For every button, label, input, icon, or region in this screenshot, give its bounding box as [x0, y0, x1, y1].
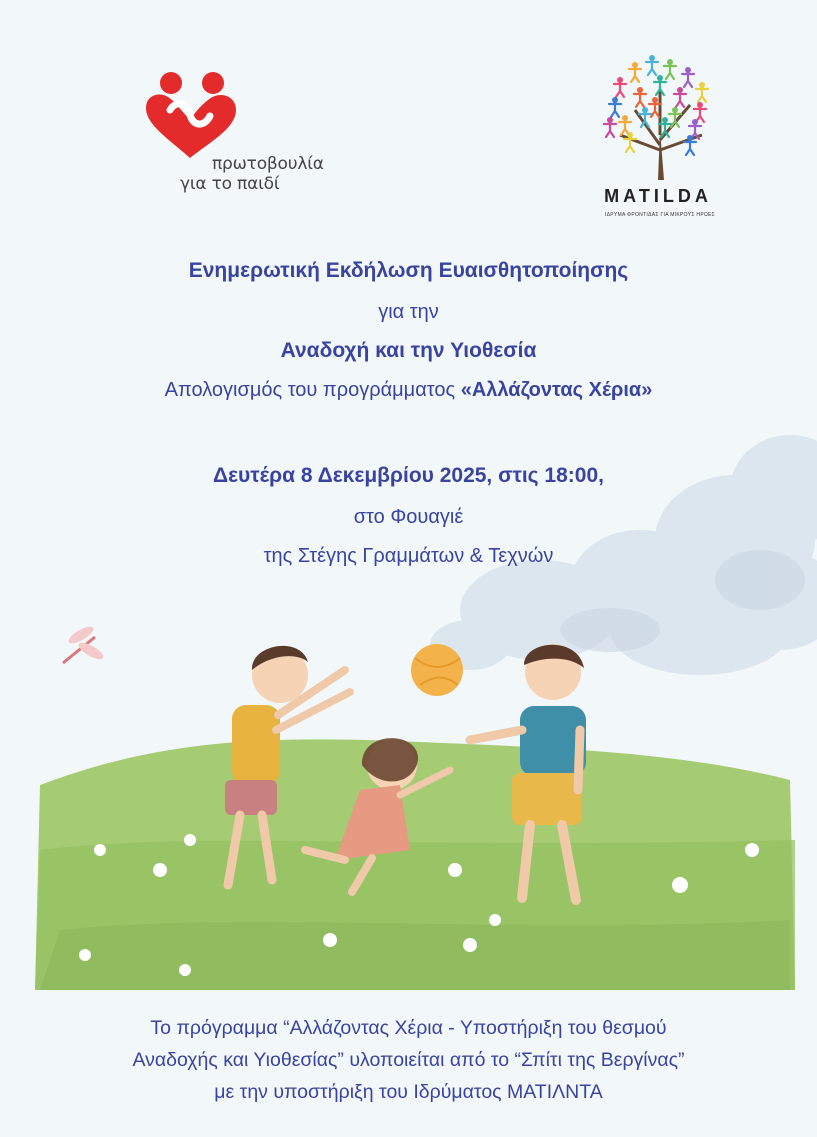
event-venue: της Στέγης Γραμμάτων & Τεχνών [263, 545, 554, 567]
matilda-subtitle: ΙΔΡΥΜΑ ΦΡΟΝΤΙΔΑΣ ΓΙΑ ΜΙΚΡΟΥΣ ΗΡΩΕΣ [604, 212, 716, 218]
logo-protovoulia [140, 70, 380, 200]
org-name-line1: πρωτοβουλία [212, 154, 324, 174]
footer-line3: με την υποστήριξη του Ιδρύματος ΜΑΤΙΛΝΤΑ [214, 1081, 603, 1103]
event-title: Ενημερωτική Εκδήλωση Ευαισθητοποίησης [188, 259, 629, 282]
ball-icon [411, 644, 463, 696]
event-datetime: Δευτέρα 8 Δεκεμβρίου 2025, στις 18:00, [213, 464, 604, 487]
tree-of-people-icon [580, 50, 740, 185]
matilda-wordmark: MATILDA [604, 186, 712, 206]
org-name [180, 154, 324, 194]
event-review [0, 379, 817, 402]
program-name: «Αλλάζοντας Χέρια» [460, 379, 653, 401]
event-for: για την [378, 301, 439, 323]
footer-line2: Αναδοχής και Υιοθεσίας” υλοποιείται από το “Σπίτι της Βεργίνας” [132, 1049, 685, 1071]
event-topic: Αναδοχή και την Υιοθεσία [280, 339, 537, 362]
footer-note [0, 1012, 817, 1108]
org-name-line2: για το παιδί [180, 174, 280, 194]
review-prefix: Απολογισμός του προγράμματος [164, 379, 456, 401]
footer-line1: Το πρόγραμμα “Αλλάζοντας Χέρια - Υποστήριξη του θεσμού [150, 1017, 667, 1039]
dragonfly-icon [63, 624, 106, 663]
heart-logo-icon [140, 70, 250, 165]
event-place: στο Φουαγιέ [353, 506, 464, 528]
logo-matilda [580, 50, 740, 230]
